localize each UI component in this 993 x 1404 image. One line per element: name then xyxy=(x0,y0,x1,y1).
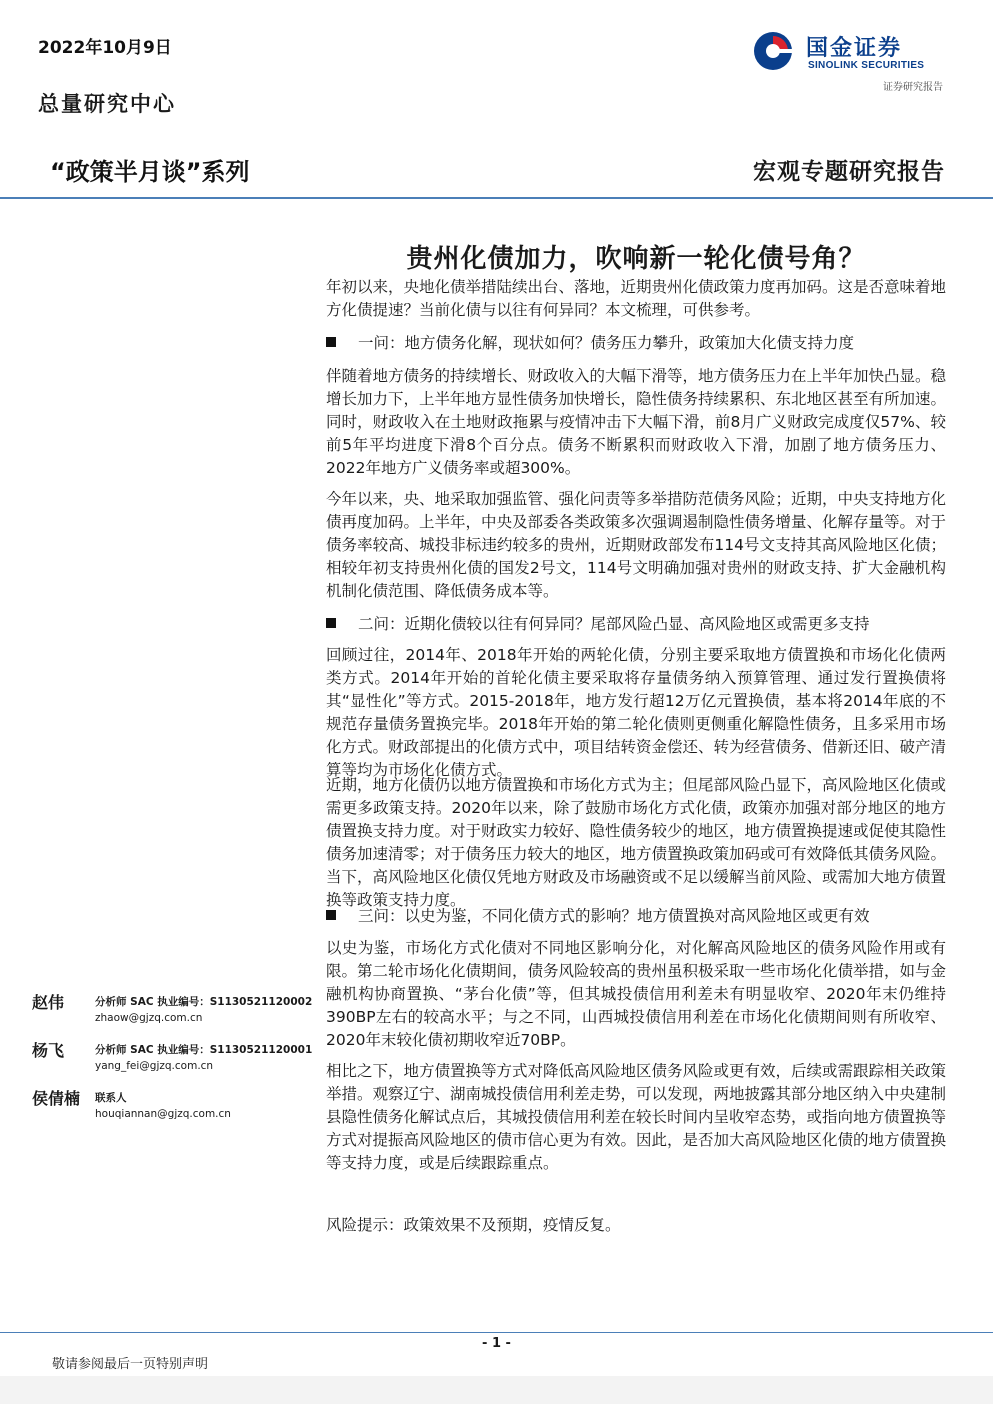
report-date: 2022年10月9日 xyxy=(38,38,172,58)
bullet-square-icon xyxy=(326,337,336,347)
author-role: 分析师 SAC 执业编号：S1130521120002 xyxy=(95,996,313,1008)
author-email[interactable]: yang_fei@gjzq.com.cn xyxy=(95,1060,214,1072)
author-role: 联系人 xyxy=(95,1092,127,1104)
paragraph-3: 回顾过往，2014年、2018年开始的两轮化债，分别主要采取地方债置换和市场化化债两类方式。2014年开始的首轮化债主要采取将存量债务纳入预算管理、通过发行置换债将其“显性化”等方式。2015-2018年，地方发行超12万亿元置换债，基本将2014年底的不规范存量债务置换完毕。2018年开始的第二轮化债则更侧重化解隐性债务，且多采用市场化方式。财政部提出的化债方式中，项目结转资金偿还、转为经营债务、借新还旧、破产清算等均为市场化化债方式。 xyxy=(326,646,947,779)
author-name: 侯倩楠 xyxy=(32,1089,81,1108)
author-name: 赵伟 xyxy=(32,993,65,1012)
footer-divider xyxy=(0,1332,993,1333)
logo-english-name: SINOLINK SECURITIES xyxy=(808,60,925,71)
company-logo xyxy=(752,30,952,72)
page-number: - 1 - xyxy=(482,1336,511,1351)
author-name: 杨飞 xyxy=(32,1041,65,1060)
footer-band xyxy=(0,1376,993,1404)
logo-mark-icon xyxy=(752,30,794,72)
paragraph-4: 近期，地方化债仍以地方债置换和市场化方式为主；但尾部风险凸显下，高风险地区化债或需更多政策支持。2020年以来，除了鼓励市场化方式化债，政策亦加强对部分地区的地方债置换支持力度。对于财政实力较好、隐性债务较少的地区，地方债置换提速或促使其隐性债务加速清零；对于债务压力较大的地区，地方债置换政策加码或可有效降低其债务风险。当下，高风险地区化债仅凭地方财政及市场融资或不足以缓解当前风险、或需加大地方债置换等政策支持力度。 xyxy=(326,776,947,909)
author-info xyxy=(95,1090,231,1122)
paragraph-6: 相比之下，地方债置换等方式对降低高风险地区债务风险或更有效，后续或需跟踪相关政策举措。观察辽宁、湖南城投债信用利差走势，可以发现，两地披露其部分地区纳入中央建制县隐性债务化解试点后，其城投债信用利差在较长时间内呈收窄态势，或指向地方债置换等方式对提振高风险地区的债市信心更为有效。因此，是否加大高风险地区化债的地方债置换等支持力度，或是后续跟踪重点。 xyxy=(326,1062,947,1172)
question-3-text: 三问：以史为鉴，不同化债方式的影响？地方债置换对高风险地区或更有效 xyxy=(358,907,870,925)
footer-disclaimer: 敬请参阅最后一页特别声明 xyxy=(52,1357,209,1372)
report-type: 宏观专题研究报告 xyxy=(753,158,945,185)
author-info xyxy=(95,994,312,1026)
author-email[interactable]: zhaow@gjzq.com.cn xyxy=(95,1012,203,1024)
author-info xyxy=(95,1042,312,1074)
question-3 xyxy=(326,905,946,928)
header-divider xyxy=(0,197,993,199)
logo-chinese-name: 国金证券 xyxy=(806,36,903,61)
paragraph-1: 伴随着地方债务的持续增长、财政收入的大幅下滑等，地方债务压力在上半年加快凸显。稳增长加力下，上半年地方显性债务加快增长，隐性债务持续累积、东北地区甚至有所加速。同时，财政收入在土地财政拖累与疫情冲击下大幅下滑，前8月广义财政完成度仅57%、较前5年平均进度下滑8个百分点。债务不断累积而财政收入下滑，加剧了地方债务压力、2022年地方广义债务率或超300%。 xyxy=(326,367,947,477)
author-email[interactable]: houqiannan@gjzq.com.cn xyxy=(95,1108,231,1120)
question-1-text: 一问：地方债务化解，现状如何？债务压力攀升，政策加大化债支持力度 xyxy=(358,334,855,352)
series-name: “政策半月谈”系列 xyxy=(50,158,250,186)
research-center: 总量研究中心 xyxy=(38,91,176,116)
question-2 xyxy=(326,613,946,636)
bullet-square-icon xyxy=(326,618,336,628)
question-2-text: 二问：近期化债较以往有何异同？尾部风险凸显、高风险地区或需更多支持 xyxy=(358,615,870,633)
author-role: 分析师 SAC 执业编号：S1130521120001 xyxy=(95,1044,313,1056)
bullet-square-icon xyxy=(326,910,336,920)
risk-warning: 风险提示：政策效果不及预期，疫情反复。 xyxy=(326,1216,621,1234)
paragraph-5: 以史为鉴，市场化方式化债对不同地区影响分化，对化解高风险地区的债务风险作用或有限。第二轮市场化化债期间，债务风险较高的贵州虽积极采取一些市场化化债举措，如与金融机构协商置换、“茅台化债”等，但其城投债信用利差未有明显收窄、2020年末仍维持390BP左右的较高水平；与之不同，山西城投债信用利差在市场化化债期间则有所收窄、2020年末较化债初期收窄近70BP。 xyxy=(326,939,947,1049)
report-title: 贵州化债加力，吹响新一轮化债号角？ xyxy=(406,244,866,274)
question-1 xyxy=(326,332,946,355)
paragraph-2: 今年以来，央、地采取加强监管、强化问责等多举措防范债务风险；近期，中央支持地方化债再度加码。上半年，中央及部委各类政策多次强调遏制隐性债务增量、化解存量等。对于债务率较高、城投非标违约较多的贵州，近期财政部发布114号文支持其高风险地区化债；相较年初支持贵州化债的国发2号文，114号文明确加强对贵州的财政支持、扩大金融机构机制化债范围、降低债务成本等。 xyxy=(326,490,947,600)
intro-paragraph: 年初以来，央地化债举措陆续出台、落地，近期贵州化债政策力度再加码。这是否意味着地方化债提速？当前化债与以往有何异同？本文梳理，可供参考。 xyxy=(326,278,947,319)
logo-subtitle: 证券研究报告 xyxy=(883,82,943,93)
